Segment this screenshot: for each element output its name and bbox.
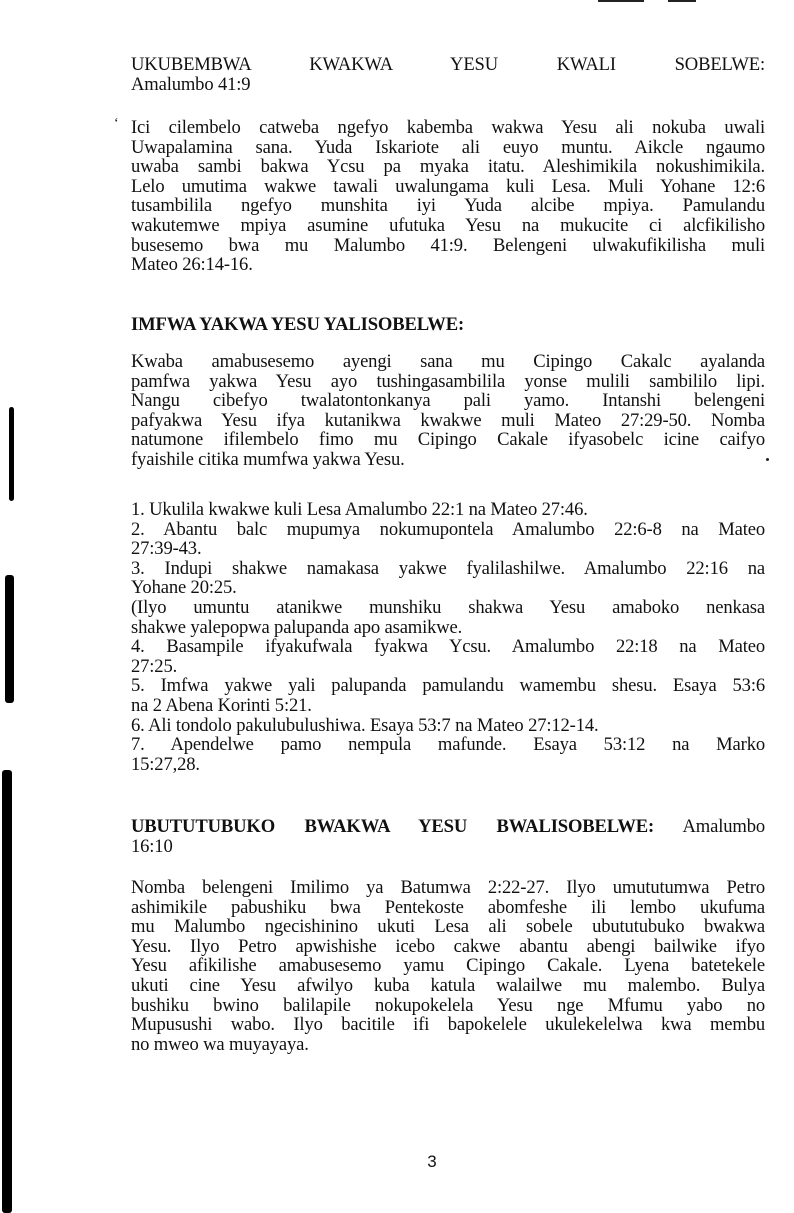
text-line: natumone ifilembelo fimo mu Cipingo Cakale ifyasobelc icine caifyo xyxy=(131,429,765,451)
text-line: busesemo bwa mu Malumbo 41:9. Belengeni ulwakufikilisha muli xyxy=(131,234,765,256)
text-line: pamfwa yakwa Yesu ayo tushingasambilila yonse mulili sambililo lipi. xyxy=(131,370,765,392)
heading-reference: Amalumbo 41:9 xyxy=(131,73,251,95)
section-heading-betrayal xyxy=(131,55,765,94)
section-heading-death xyxy=(131,315,765,335)
list-item: 5. Imfwa yakwe yali palupanda pamulandu wamembu shesu. Esaya 53:6 xyxy=(131,675,765,697)
text-line: tusambilila ngefyo munshita iyi Yuda alcibe mpiya. Pamulandu xyxy=(131,195,765,217)
text-line: Lelo umutima wakwe tawali uwalungama kuli Lesa. Muli Yohane 12:6 xyxy=(131,175,765,197)
text-line: pafyakwa Yesu ifya kutanikwa kwakwe muli Mateo 27:29-50. Nomba xyxy=(131,409,765,431)
scan-edge-bar xyxy=(2,770,12,1213)
list-item-continued: 27:25. xyxy=(131,655,178,677)
list-item: 2. Abantu balc mupumya nokumupontela Amalumbo 22:6-8 na Mateo xyxy=(131,518,765,540)
list-item: 7. Apendelwe pamo nempula mafunde. Esaya 53:12 na Marko xyxy=(131,734,765,756)
text-line: ashimikile pabushiku bwa Pentekoste abomfeshe ili lembo ukufuma xyxy=(131,896,765,918)
paragraph-betrayal xyxy=(131,118,765,275)
list-item-continued: na 2 Abena Korinti 5:21. xyxy=(131,694,312,716)
scan-edge-bar xyxy=(5,575,14,703)
text-line: wakutemwe mpiya asumine ufutuka Yesu na mukucite ci alcfikilisho xyxy=(131,214,765,236)
text-line: no mweo wa muyayaya. xyxy=(131,1033,309,1055)
text-line: Nomba belengeni Imilimo ya Batumwa 2:22-27. Ilyo umututumwa Petro xyxy=(131,877,765,898)
text-line: uwaba sambi bakwa Ycsu pa myaka itatu. Aleshimikila nokushimikila. xyxy=(131,156,765,178)
margin-dot xyxy=(766,458,769,461)
scan-mark-top xyxy=(598,0,644,2)
prophecy-list xyxy=(131,500,765,774)
heading-reference-continued: 16:10 xyxy=(131,835,173,857)
list-note: (Ilyo umuntu atanikwe munshiku shakwa Yesu amaboko nenkasa xyxy=(131,596,765,618)
text-line: Uwapalamina sana. Yuda Iskariote ali euyo muntu. Aikcle ngaumo xyxy=(131,136,765,158)
text-line: Kwaba amabusesemo ayengi sana mu Cipingo Cakalc ayalanda xyxy=(131,351,765,372)
list-item-continued: 15:27,28. xyxy=(131,753,200,775)
list-note-continued: shakwe yalepopwa palupanda apo asamikwe. xyxy=(131,616,463,638)
heading-line: IMFWA YAKWA YESU YALISOBELWE: xyxy=(131,314,465,335)
heading-line xyxy=(131,817,765,837)
text-line: Mateo 26:14-16. xyxy=(131,254,253,276)
heading-reference: Amalumbo xyxy=(682,816,765,837)
scan-edge-bar xyxy=(9,407,14,501)
text-line: Mupusushi wabo. Ilyo bacitile ifi bapokelele ukulekelelwa kwa membu xyxy=(131,1014,765,1036)
text-line: ukuti cine Yesu afwilyo kuba katula walailwe mu malembo. Bulya xyxy=(131,974,765,996)
page-number: 3 xyxy=(427,1152,437,1171)
section-heading-resurrection xyxy=(131,817,765,856)
list-item-continued: 27:39-43. xyxy=(131,538,202,560)
list-item: 6. Ali tondolo pakulubulushiwa. Esaya 53:7 na Mateo 27:12-14. xyxy=(131,714,599,736)
text-line: Ici cilembelo catweba ngefyo kabemba wakwa Yesu ali nokuba uwali xyxy=(131,117,765,138)
list-item-continued: Yohane 20:25. xyxy=(131,577,237,599)
text-line: fyaishile citika mumfwa yakwa Yesu. xyxy=(131,448,405,470)
paragraph-death xyxy=(131,352,765,470)
text-line: bushiku bwino balilapile nokupokelela Yesu nge Mfumu yabo no xyxy=(131,994,765,1016)
paragraph-resurrection xyxy=(131,878,765,1054)
text-line: mu Malumbo ngecishinino ukuti Lesa ali sobele ubututubuko bwakwa xyxy=(131,916,765,938)
margin-mark: ‘ xyxy=(114,116,119,131)
heading-bold-text: UBUTUTUBUKO BWAKWA YESU BWALISOBELWE: xyxy=(131,816,655,837)
list-item: 4. Basampile ifyakufwala fyakwa Ycsu. Amalumbo 22:18 na Mateo xyxy=(131,636,765,658)
list-item: 3. Indupi shakwe namakasa yakwe fyalilashilwe. Amalumbo 22:16 na xyxy=(131,557,765,579)
text-line: Nangu cibefyo twalatontonkanya pali yamo. Intanshi belengeni xyxy=(131,390,765,412)
list-item: 1. Ukulila kwakwe kuli Lesa Amalumbo 22:1 na Mateo 27:46. xyxy=(131,499,588,520)
scan-mark-top xyxy=(668,0,696,2)
text-line: Yesu. Ilyo Petro apwishishe icebo cakwe abantu abengi bailwike ifyo xyxy=(131,935,765,957)
heading-line: UKUBEMBWA KWAKWA YESU KWALI SOBELWE: xyxy=(131,54,765,75)
text-line: Yesu afikilishe amabusesemo yamu Cipingo Cakale. Lyena batetekele xyxy=(131,955,765,977)
